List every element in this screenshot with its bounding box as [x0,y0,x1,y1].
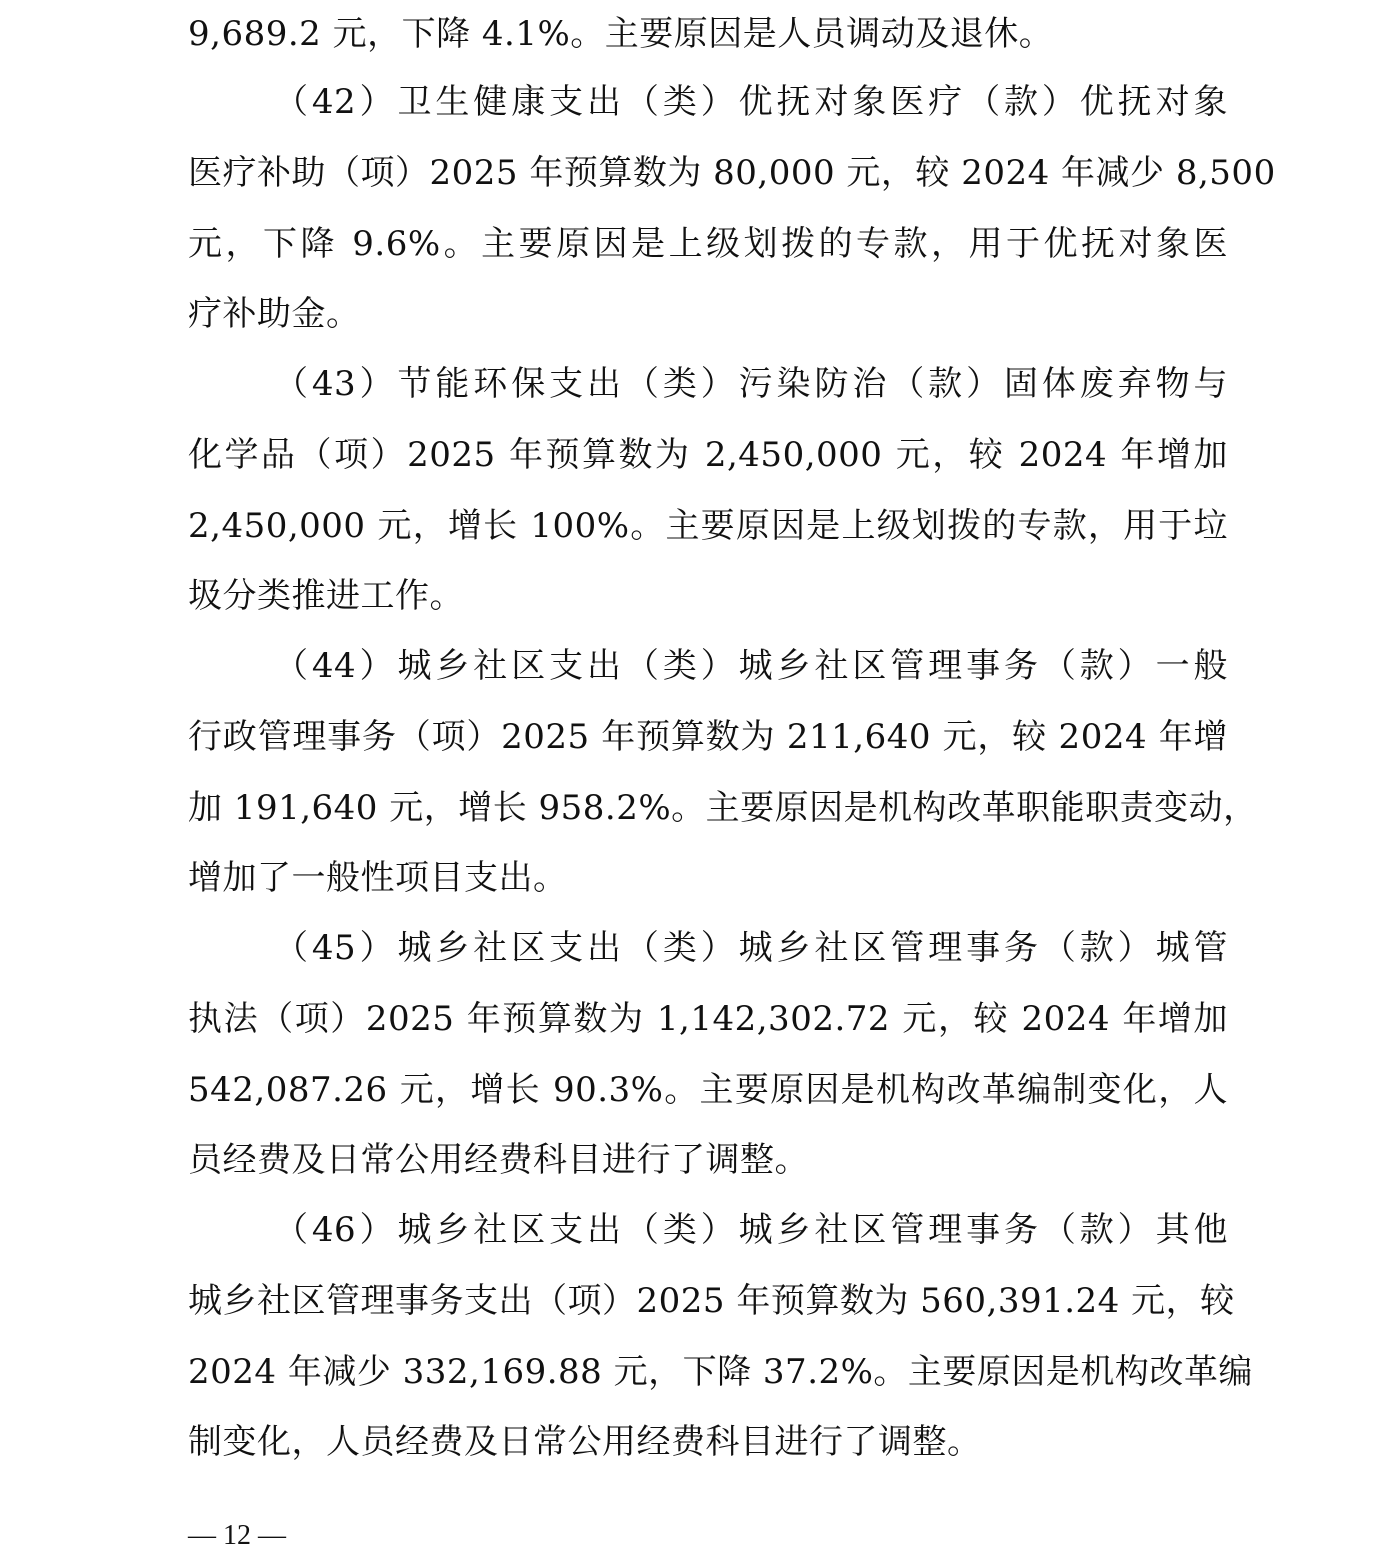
paragraph-45-line-4: 员经费及日常公用经费科目进行了调整。 [188,1140,809,1180]
paragraph-46-line-1: （46）城乡社区支出（类）城乡社区管理事务（款）其他 [274,1210,1228,1250]
paragraph-42-line-4: 疗补助金。 [188,294,361,334]
paragraph-43-line-4: 圾分类推进工作。 [188,576,464,616]
paragraph-42-line-3: 元，下降 9.6%。主要原因是上级划拨的专款，用于优抚对象医 [188,224,1228,264]
paragraph-42-line-2: 医疗补助（项）2025 年预算数为 80,000 元，较 2024 年减少 8,500 [188,153,1276,193]
paragraph-46-line-3: 2024 年减少 332,169.88 元，下降 37.2%。主要原因是机构改革编 [188,1352,1253,1392]
paragraph-46-line-2: 城乡社区管理事务支出（项）2025 年预算数为 560,391.24 元，较 [188,1281,1235,1321]
paragraph-45-line-3: 542,087.26 元，增长 90.3%。主要原因是机构改革编制变化，人 [188,1070,1228,1110]
page-number: — 12 — [188,1520,286,1551]
paragraph-45-line-2: 执法（项）2025 年预算数为 1,142,302.72 元，较 2024 年增加 [188,999,1228,1039]
paragraph-43-line-1: （43）节能环保支出（类）污染防治（款）固体废弃物与 [274,364,1228,404]
paragraph-43-line-3: 2,450,000 元，增长 100%。主要原因是上级划拨的专款，用于垃 [188,506,1228,546]
text-line: 9,689.2 元，下降 4.1%。主要原因是人员调动及退休。 [188,14,1054,54]
paragraph-44-line-4: 增加了一般性项目支出。 [188,858,568,898]
paragraph-44-line-3: 加 191,640 元，增长 958.2%。主要原因是机构改革职能职责变动， [188,788,1258,828]
paragraph-44-line-1: （44）城乡社区支出（类）城乡社区管理事务（款）一般 [274,646,1228,686]
paragraph-46-line-4: 制变化，人员经费及日常公用经费科目进行了调整。 [188,1422,982,1462]
paragraph-45-line-1: （45）城乡社区支出（类）城乡社区管理事务（款）城管 [274,928,1228,968]
paragraph-43-line-2: 化学品（项）2025 年预算数为 2,450,000 元，较 2024 年增加 [188,435,1228,475]
paragraph-44-line-2: 行政管理事务（项）2025 年预算数为 211,640 元，较 2024 年增 [188,717,1228,757]
paragraph-42-line-1: （42）卫生健康支出（类）优抚对象医疗（款）优抚对象 [274,82,1228,122]
